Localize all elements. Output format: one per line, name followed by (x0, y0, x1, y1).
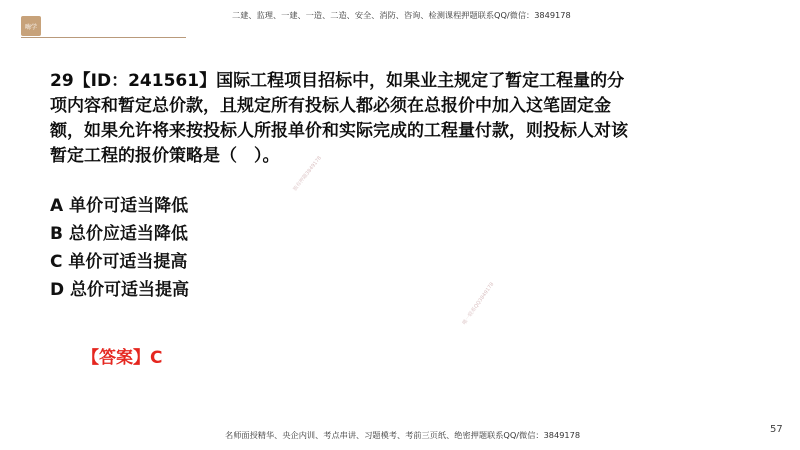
options-list (50, 192, 189, 304)
header-divider (21, 37, 186, 38)
option-c: C 单价可适当提高 (50, 252, 188, 272)
watermark: 唯一联系QQ3849178 (461, 281, 496, 327)
logo (21, 16, 41, 36)
header-text: 二建、监理、一建、一造、二造、安全、消防、咨询、检测课程押题联系QQ/微信：3849178 (232, 10, 571, 20)
logo-text: 嗨学 (24, 23, 37, 31)
footer-text: 名师面授精华、央企内训、考点串讲、习题模考、考前三页纸、绝密押题联系QQ/微信：3849178 (225, 430, 581, 440)
option-d: D 总价可适当提高 (50, 280, 190, 300)
question-text: 29【ID：241561】国际工程项目招标中，如果业主规定了暂定工程量的分项内容和暂定总价款，且规定所有投标人都必须在总报价中加入这笔固定金额，如果允许将来按投标人所报单价和实际完成的工程量付款，则投标人对该暂定工程的报价策略是（ ）。 (50, 71, 628, 166)
answer-text: 【答案】C (82, 348, 163, 368)
option-a: A 单价可适当降低 (50, 196, 189, 216)
watermark: 独有押题3849178 (292, 155, 323, 193)
option-b: B 总价应适当降低 (50, 224, 188, 244)
page-number: 57 (770, 424, 783, 435)
